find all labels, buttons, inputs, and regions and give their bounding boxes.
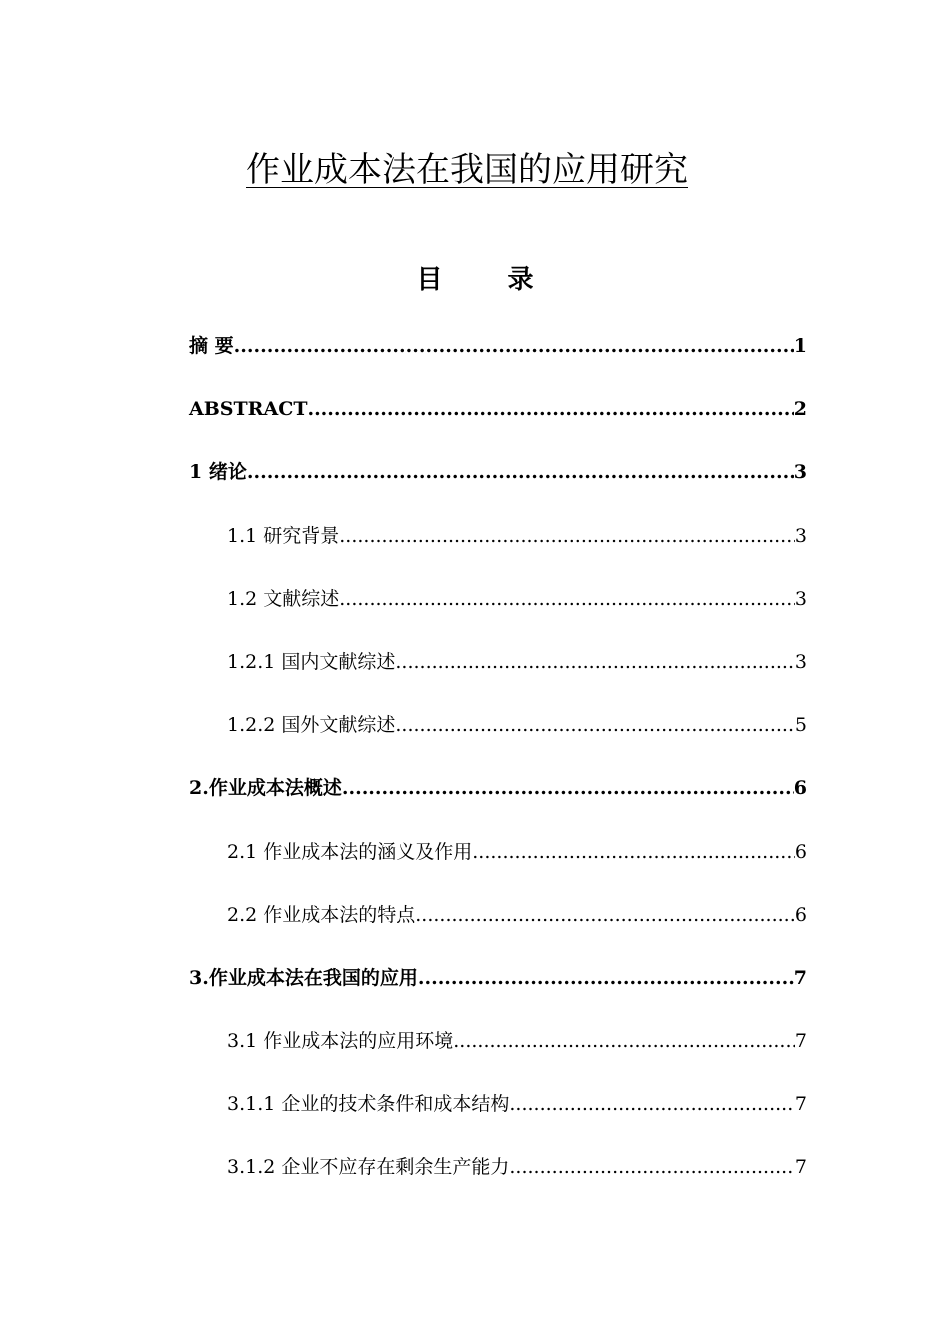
toc-entry-page: 7: [794, 1156, 807, 1179]
toc-entry-page: 2: [793, 398, 807, 421]
toc-entry-page: 7: [794, 1030, 807, 1053]
document-title-text: 作业成本法在我国的应用研究: [246, 150, 688, 190]
toc-entry-page: 3: [794, 524, 807, 547]
table-of-contents: [189, 330, 807, 1215]
toc-entry-label: 3.1.2 企业不应存在剩余生产能力: [227, 1156, 510, 1179]
toc-entry[interactable]: [189, 1025, 807, 1088]
toc-entry[interactable]: [189, 520, 807, 583]
toc-entry[interactable]: [189, 583, 807, 646]
toc-entry-label: 2.1 作业成本法的涵义及作用: [227, 840, 473, 863]
toc-dot-leader: [395, 646, 795, 678]
toc-entry-page: 7: [794, 1093, 807, 1116]
toc-entry-label: 2.作业成本法概述: [189, 777, 342, 800]
toc-dot-leader: [453, 1025, 795, 1057]
toc-entry-label: 1 绪论: [189, 461, 247, 484]
toc-entry-label: 1.2 文献综述: [227, 587, 340, 610]
toc-entry[interactable]: [189, 1151, 807, 1214]
toc-dot-leader: [342, 772, 794, 804]
toc-entry[interactable]: [189, 709, 807, 772]
toc-dot-leader: [415, 899, 795, 931]
toc-entry[interactable]: [189, 899, 807, 962]
toc-entry-page: 1: [793, 335, 807, 357]
toc-entry-label: 1.2.1 国内文献综述: [227, 650, 396, 673]
toc-dot-leader: [339, 583, 795, 615]
toc-entry-label: 2.2 作业成本法的特点: [227, 903, 416, 926]
toc-dot-leader: [472, 836, 795, 868]
toc-dot-leader: [339, 520, 795, 552]
toc-dot-leader: [509, 1151, 795, 1183]
toc-entry-page: 3: [793, 461, 807, 484]
toc-entry-page: 6: [794, 903, 807, 926]
toc-entry-label: 摘 要: [189, 335, 234, 357]
toc-entry-label: 3.1 作业成本法的应用环境: [227, 1030, 454, 1053]
toc-entry-label: 1.1 研究背景: [227, 524, 340, 547]
toc-dot-leader: [307, 393, 793, 425]
toc-heading: 目 录: [416, 265, 562, 295]
toc-dot-leader: [247, 456, 794, 488]
toc-entry[interactable]: [189, 393, 807, 456]
toc-entry[interactable]: [189, 456, 807, 519]
toc-entry-label: 3.1.1 企业的技术条件和成本结构: [227, 1093, 510, 1116]
toc-entry[interactable]: [189, 962, 807, 1025]
toc-entry-label: 1.2.2 国外文献综述: [227, 714, 396, 737]
toc-entry[interactable]: [189, 836, 807, 899]
toc-entry-page: 5: [794, 714, 807, 737]
toc-dot-leader: [509, 1088, 795, 1120]
toc-entry[interactable]: [189, 330, 807, 393]
toc-dot-leader: [418, 962, 794, 994]
toc-entry-label: 3.作业成本法在我国的应用: [189, 966, 418, 989]
document-title: [0, 146, 950, 194]
toc-entry-page: 3: [794, 587, 807, 610]
toc-entry-label: ABSTRACT: [189, 398, 308, 421]
toc-entry-page: 6: [794, 840, 807, 863]
toc-entry-page: 3: [794, 650, 807, 673]
toc-dot-leader: [395, 709, 795, 741]
toc-entry-page: 6: [793, 777, 807, 800]
toc-entry[interactable]: [189, 1088, 807, 1151]
toc-entry-page: 7: [793, 966, 807, 989]
toc-dot-leader: [234, 330, 794, 362]
toc-entry[interactable]: [189, 646, 807, 709]
toc-entry[interactable]: [189, 772, 807, 835]
